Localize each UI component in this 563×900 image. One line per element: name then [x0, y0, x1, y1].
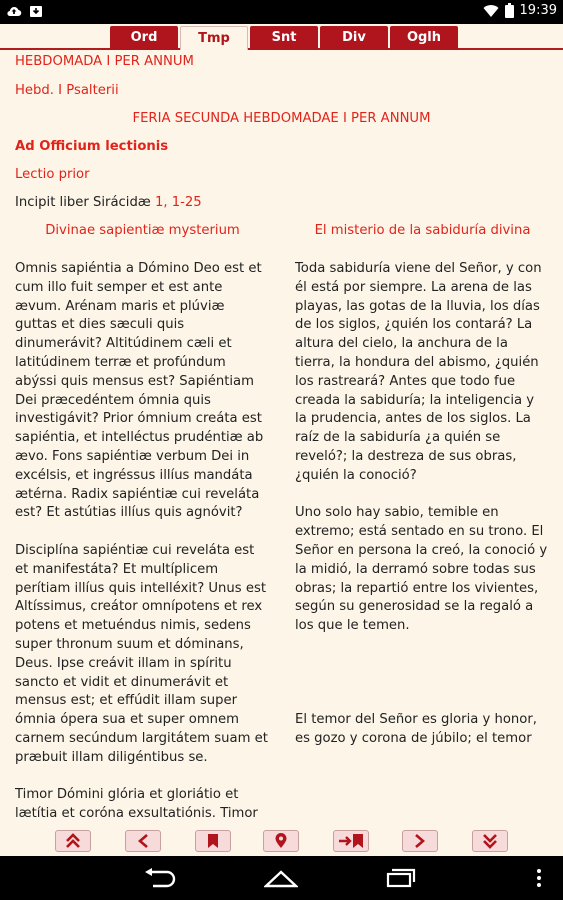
- bookmark-button[interactable]: [195, 830, 231, 852]
- wifi-icon: [483, 4, 499, 18]
- chevron-right-icon: [413, 833, 427, 849]
- arrow-to-bookmark-icon: [338, 833, 364, 849]
- psalter-week: Hebd. I Psalterii: [15, 83, 119, 98]
- tab-tmp[interactable]: Tmp: [180, 26, 248, 50]
- double-chevron-up-icon: [64, 833, 82, 849]
- jump-to-bottom-button[interactable]: [472, 830, 508, 852]
- spanish-paragraph: El temor del Señor es gloria y honor, es gozo y corona de júbilo; el temor: [295, 711, 537, 746]
- incipit-text: Incipit liber Sirácidæ: [15, 195, 155, 210]
- back-icon[interactable]: [143, 868, 177, 892]
- tab-div[interactable]: Div: [320, 26, 388, 50]
- spanish-column-title: El misterio de la sabiduría divina: [314, 223, 531, 238]
- lectio-title: Lectio prior: [15, 167, 90, 182]
- next-button[interactable]: [402, 830, 438, 852]
- download-icon: [28, 3, 44, 19]
- double-chevron-down-icon: [481, 833, 499, 849]
- bookmark-icon: [207, 833, 219, 849]
- spanish-paragraph: Toda sabiduría viene del Señor, y con él está por siempre. La arena de las playas, las gotas de la lluvia, los días de los siglos, ¿quién los contará? La altura del cielo, la anchura de la tierra, la hondura del abismo, ¿quién los rastreará? Antes que todo fue creada la sabiduría; la inteligencia y la prudencia, antes de los siglos. La raíz de la sabiduría ¿a quién se reveló?; la destreza de sus obras, ¿quién la conoció?: [295, 261, 542, 483]
- incipit-line: [15, 195, 202, 210]
- reading-navigation: [0, 828, 563, 856]
- map-pin-icon: [274, 833, 288, 849]
- clock-time: 19:39: [519, 3, 557, 18]
- tab-ord[interactable]: Ord: [110, 26, 178, 50]
- scripture-reference-link[interactable]: 1, 1-25: [154, 195, 202, 210]
- tab-snt[interactable]: Snt: [250, 26, 318, 50]
- latin-column: [15, 260, 270, 830]
- tab-oglh[interactable]: Oglh: [390, 26, 458, 50]
- previous-button[interactable]: [125, 830, 161, 852]
- office-title: Ad Officium lectionis: [15, 139, 169, 154]
- chevron-left-icon: [136, 833, 150, 849]
- latin-paragraph: Timor Dómini glória et gloriátio et lætítia et coróna exsultatiónis. Timor: [15, 787, 258, 822]
- system-navigation-bar: [0, 856, 563, 900]
- jump-to-top-button[interactable]: [55, 830, 91, 852]
- status-bar: [0, 0, 563, 24]
- location-button[interactable]: [263, 830, 299, 852]
- recent-apps-icon[interactable]: [386, 868, 416, 892]
- more-options-icon[interactable]: [536, 868, 542, 892]
- go-to-bookmark-button[interactable]: [333, 830, 369, 852]
- tab-bar: [0, 24, 563, 50]
- spanish-column: [295, 260, 550, 767]
- spanish-paragraph: Uno solo hay sabio, temible en extremo; está sentado en su trono. El Señor en persona la creó, la conoció y la midió, la derramó sobre todas sus obras; la repartió entre los vivientes, según su generosidad se la regaló a los que le temen.: [295, 505, 548, 634]
- battery-icon: [505, 3, 514, 18]
- cloud-upload-icon: [6, 3, 22, 19]
- latin-paragraph: Omnis sapiéntia a Dómino Deo est et cum illo fuit semper et est ante ævum. Arénam maris et plúviæ guttas et dies sæculi quis dinumerávit? Altitúdinem cæli et latitúdinem terræ et profúndum abýssi quis mensus est? Sapiéntiam Dei præcedéntem ómnia quis investigávit? Prior ómnium creáta est sapiéntia, et intelléctus prudéntiæ ab ævo. Fons sapiéntiæ verbum Dei in excélsis, et ingréssus illíus mandáta ætérna. Radix sapiéntiæ cui reveláta est? Et astútias illíus quis agnóvit?: [15, 261, 264, 521]
- week-title: HEBDOMADA I PER ANNUM: [15, 54, 194, 69]
- feria-title: FERIA SECUNDA HEBDOMADAE I PER ANNUM: [132, 111, 431, 126]
- reading-content[interactable]: [0, 50, 563, 830]
- home-icon[interactable]: [264, 868, 298, 892]
- latin-column-title: Divinae sapientiæ mysterium: [45, 223, 240, 238]
- latin-paragraph: Disciplína sapiéntiæ cui reveláta est et manifestáta? Et multíplicem perítiam illíus quis intelléxit? Unus est Altíssimus, creátor omnípotens et rex potens et metuéndus nimis, sedens super thronum suum et dóminans, Deus. Ipse creávit illam in spíritu sancto et vidit et dinumerávit et mensus est; et effúdit illam super ómnia ópera sua et super omnem carnem secúndum largitátem suam et præbuit illam diligéntibus se.: [15, 542, 268, 765]
